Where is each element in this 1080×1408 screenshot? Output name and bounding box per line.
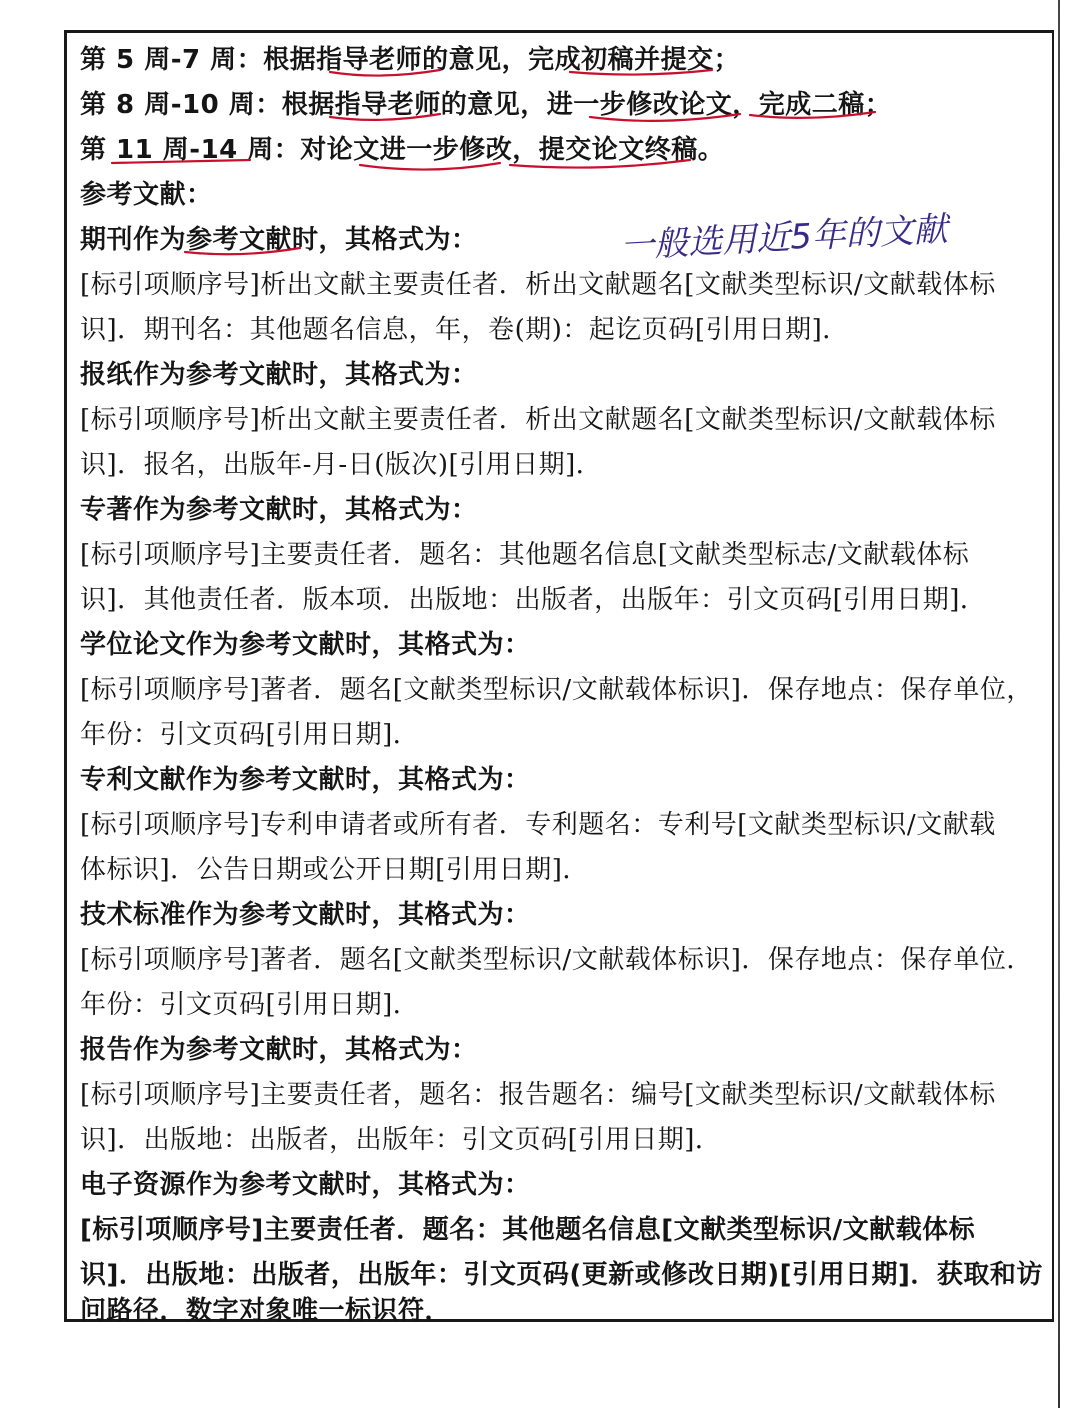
- patent-format-1: [标引项顺序号]专利申请者或所有者．专利题名：专利号[文献类型标识/文献载: [80, 810, 996, 840]
- report-heading: 报告作为参考文献时，其格式为：: [80, 1035, 478, 1065]
- standard-format-2: 年份：引文页码[引用日期]．: [80, 990, 420, 1020]
- monograph-format-2: 识]．其他责任者．版本项．出版地：出版者，出版年：引文页码[引用日期]．: [80, 585, 987, 615]
- thesis-format-1: [标引项顺序号]著者．题名[文献类型标识/文献载体标识]．保存地点：保存单位，: [80, 675, 1033, 705]
- monograph-format-1: [标引项顺序号]主要责任者．题名：其他题名信息[文献类型标志/文献载体标: [80, 540, 970, 570]
- thesis-format-2: 年份：引文页码[引用日期]．: [80, 720, 420, 750]
- journal-format-1: [标引项顺序号]析出文献主要责任者．析出文献题名[文献类型标识/文献载体标: [80, 270, 996, 300]
- electronic-heading: 电子资源作为参考文献时，其格式为：: [80, 1170, 531, 1200]
- newspaper-format-2: 识]．报名，出版年-月-日(版次)[引用日期]．: [80, 450, 603, 480]
- patent-heading: 专利文献作为参考文献时，其格式为：: [80, 765, 531, 795]
- references-heading: 参考文献：: [80, 180, 213, 210]
- electronic-format-1: [标引项顺序号]主要责任者．题名：其他题名信息[文献类型标识/文献载体标: [80, 1215, 976, 1245]
- journal-heading: 期刊作为参考文献时，其格式为：: [80, 225, 478, 255]
- monograph-heading: 专著作为参考文献时，其格式为：: [80, 495, 478, 525]
- newspaper-heading: 报纸作为参考文献时，其格式为：: [80, 360, 478, 390]
- report-format-1: [标引项顺序号]主要责任者，题名：报告题名：编号[文献类型标识/文献载体标: [80, 1080, 996, 1110]
- schedule-line-1: 第 5 周-7 周：根据指导老师的意见，完成初稿并提交；: [80, 45, 741, 75]
- schedule-line-3: 第 11 周-14 周：对论文进一步修改，提交论文终稿。: [80, 135, 725, 165]
- electronic-format-3: 问路径．数字对象唯一标识符．: [80, 1296, 452, 1326]
- newspaper-format-1: [标引项顺序号]析出文献主要责任者．析出文献题名[文献类型标识/文献载体标: [80, 405, 996, 435]
- report-format-2: 识]．出版地：出版者，出版年：引文页码[引用日期]．: [80, 1125, 722, 1155]
- patent-format-2: 体标识]．公告日期或公开日期[引用日期]．: [80, 855, 589, 885]
- page-edge-line: [1058, 0, 1060, 1408]
- handwritten-note: 一般选用近5年的文献: [619, 209, 949, 267]
- journal-format-2: 识]．期刊名：其他题名信息，年，卷(期)：起讫页码[引用日期]．: [80, 315, 849, 345]
- thesis-heading: 学位论文作为参考文献时，其格式为：: [80, 630, 531, 660]
- schedule-line-2: 第 8 周-10 周：根据指导老师的意见，进一步修改论文，完成二稿；: [80, 90, 892, 120]
- standard-heading: 技术标准作为参考文献时，其格式为：: [80, 900, 531, 930]
- electronic-format-2: 识]．出版地：出版者，出版年：引文页码(更新或修改日期)[引用日期]．获取和访: [80, 1260, 1043, 1290]
- standard-format-1: [标引项顺序号]著者．题名[文献类型标识/文献载体标识]．保存地点：保存单位．: [80, 945, 1033, 975]
